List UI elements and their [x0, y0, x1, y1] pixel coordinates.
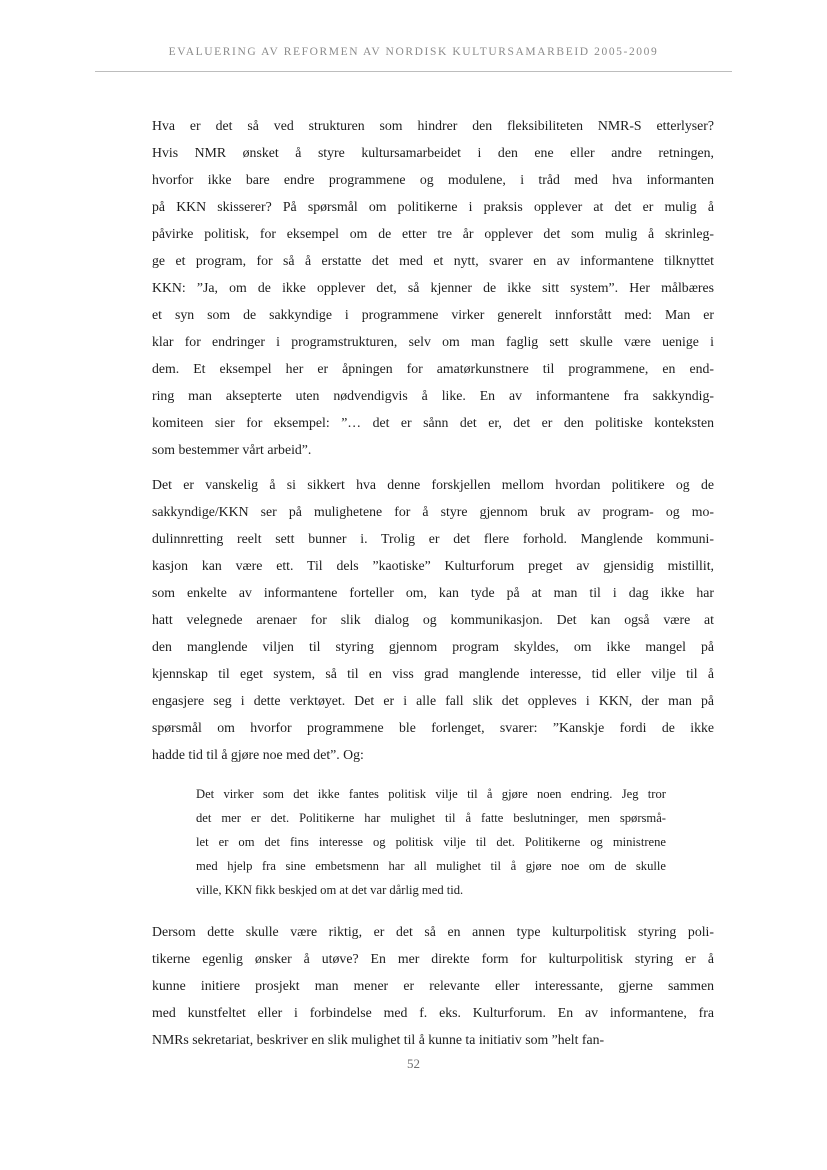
text-line: hvorfor ikke bare endre programmene og modulene, i tråd med hva informanten [152, 172, 714, 187]
text-line: spørsmål om hvorfor programmene ble forlenget, svarer: ”Kanskje fordi de ikke [152, 720, 714, 735]
text-line: Hvis NMR ønsket å styre kultursamarbeidet i den ene eller andre retningen, [152, 145, 714, 160]
text-line: komiteen sier for eksempel: ”… det er sånn det er, det er den politiske konteksten [152, 415, 714, 430]
page-number: 52 [407, 1056, 420, 1071]
paragraph [152, 918, 714, 1053]
header-rule [95, 71, 732, 72]
text-line: hadde tid til å gjøre noe med det”. Og: [152, 747, 364, 762]
text-line: klar for endringer i programstrukturen, selv om man faglig sett skulle være uenige i [152, 334, 714, 349]
text-line: ge et program, for så å erstatte det med et nytt, svarer en av informantene tilknyttet [152, 253, 714, 268]
paragraph [152, 112, 714, 463]
text-line: Det virker som det ikke fantes politisk vilje til å gjøre noen endring. Jeg tror [196, 787, 666, 801]
text-line: kasjon kan være ett. Til dels ”kaotiske” Kulturforum preget av gjensidig mistillit, [152, 558, 714, 573]
text-line: let er om det fins interesse og politisk vilje til det. Politikerne og ministrene [196, 835, 666, 849]
text-line: på KKN skisserer? På spørsmål om politikerne i praksis opplever at det er mulig å [152, 199, 714, 214]
text-line: NMRs sekretariat, beskriver en slik mulighet til å kunne ta initiativ som ”helt fan- [152, 1032, 605, 1047]
text-line: kjennskap til eget system, så til en viss grad manglende interesse, tid eller vilje til å [152, 666, 714, 681]
running-header: EVALUERING AV REFORMEN AV NORDISK KULTURSAMARBEID 2005-2009 [168, 46, 659, 58]
block-quote [196, 782, 666, 902]
text-line: Dersom dette skulle være riktig, er det så en annen type kulturpolitisk styring poli- [152, 924, 714, 939]
text-line: tikerne egenlig ønsker å utøve? En mer direkte form for kulturpolitisk styring er å [152, 951, 714, 966]
text-line: ring man aksepterte uten nødvendigvis å like. En av informantene fra sakkyndig- [152, 388, 714, 403]
text-line: det mer er det. Politikerne har mulighet til å fatte beslutninger, men spørsmå- [196, 811, 666, 825]
text-line: med kunstfeltet eller i forbindelse med f. eks. Kulturforum. En av informantene, fra [152, 1005, 714, 1020]
paragraph [152, 471, 714, 768]
text-line: Det er vanskelig å si sikkert hva denne forskjellen mellom hvordan politikere og de [152, 477, 714, 492]
text-line: den manglende viljen til styring gjennom program skyldes, om ikke mangel på [152, 639, 714, 654]
text-line: som enkelte av informantene forteller om, kan tyde på at man til i dag ikke har [152, 585, 714, 600]
text-line: som bestemmer vårt arbeid”. [152, 442, 312, 457]
body-text [152, 112, 714, 1061]
text-line: med hjelp fra sine embetsmenn har all mulighet til å gjøre noe om de skulle [196, 859, 666, 873]
text-line: sakkyndige/KKN ser på mulighetene for å styre gjennom bruk av program- og mo- [152, 504, 714, 519]
text-line: hatt velegnede arenaer for slik dialog og kommunikasjon. Det kan også være at [152, 612, 714, 627]
text-line: engasjere seg i dette verktøyet. Det er i alle fall slik det oppleves i KKN, der man på [152, 693, 714, 708]
text-line: ville, KKN fikk beskjed om at det var dårlig med tid. [196, 883, 464, 897]
text-line: KKN: ”Ja, om de ikke opplever det, så kjenner de ikke sitt system”. Her målbæres [152, 280, 714, 295]
text-line: kunne initiere prosjekt man mener er relevante eller interessante, gjerne sammen [152, 978, 714, 993]
text-line: dulinnretting reelt sett bunner i. Trolig er det flere forhold. Manglende kommuni- [152, 531, 714, 546]
text-line: dem. Et eksempel her er åpningen for amatørkunstnere til programmene, en end- [152, 361, 714, 376]
text-line: et syn som de sakkyndige i programmene virker generelt innforstått med: Man er [152, 307, 714, 322]
text-line: påvirke politisk, for eksempel om de etter tre år opplever det som mulig å skrinleg- [152, 226, 714, 241]
text-line: Hva er det så ved strukturen som hindrer den fleksibiliteten NMR-S etterlyser? [152, 118, 714, 133]
